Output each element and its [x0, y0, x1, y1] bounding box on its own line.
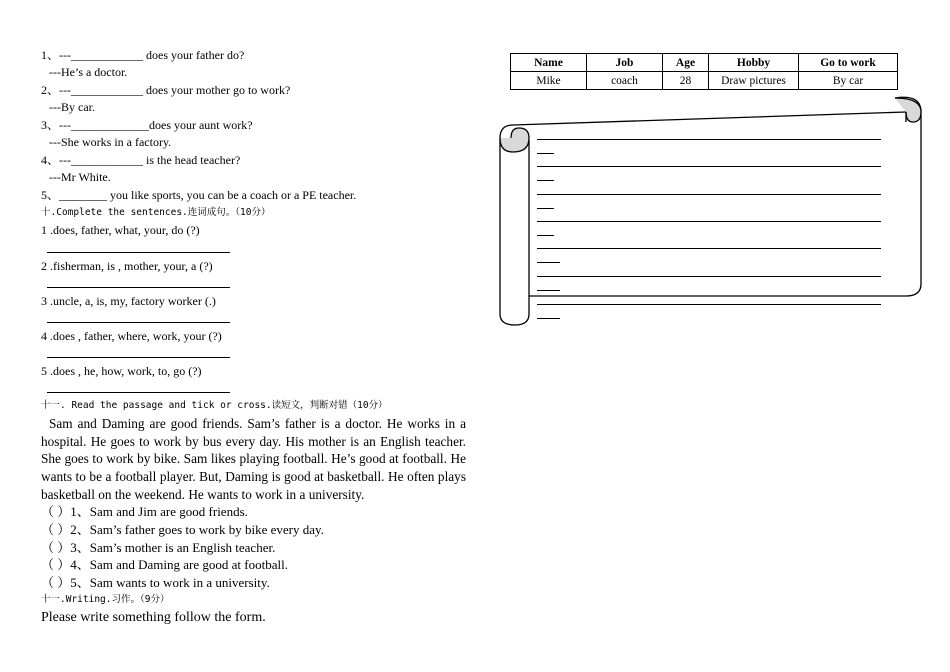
answer-2: ---By car. — [49, 100, 95, 114]
writing-line-1-end — [537, 153, 554, 154]
statement-3[interactable]: （ ）3、Sam’s mother is an English teacher. — [41, 540, 276, 555]
scroll-frame-icon — [495, 92, 925, 332]
writing-line-3-end — [537, 208, 554, 209]
header-name: Name — [511, 54, 587, 72]
writing-line-3[interactable] — [537, 194, 881, 195]
header-hobby: Hobby — [709, 54, 799, 72]
reading-passage — [41, 415, 466, 504]
answer-line-4[interactable] — [47, 357, 230, 358]
reorder-item-5: 5 .does , he, how, work, to, go (?) — [41, 364, 202, 378]
answer-line-1[interactable] — [47, 252, 230, 253]
question-3: 3、---_____________does your aunt work? — [41, 118, 253, 132]
cell-go-to-work: By car — [799, 72, 898, 90]
answer-line-5[interactable] — [47, 392, 230, 393]
cell-job: coach — [587, 72, 663, 90]
header-job: Job — [587, 54, 663, 72]
writing-line-5[interactable] — [537, 248, 881, 249]
table-row — [511, 72, 898, 90]
writing-line-4[interactable] — [537, 221, 881, 222]
writing-instruction: Please write something follow the form. — [41, 610, 266, 625]
statement-1[interactable]: （ ）1、Sam and Jim are good friends. — [41, 504, 248, 519]
reorder-item-3: 3 .uncle, a, is, my, factory worker (.) — [41, 294, 216, 308]
reorder-item-4: 4 .does , father, where, work, your (?) — [41, 329, 222, 343]
question-4: 4、---____________ is the head teacher? — [41, 153, 241, 167]
statement-4[interactable]: （ ）4、Sam and Daming are good at football. — [41, 557, 288, 572]
question-1: 1、---____________ does your father do? — [41, 48, 245, 62]
writing-line-7-end — [537, 318, 560, 319]
answer-line-3[interactable] — [47, 322, 230, 323]
cell-age: 28 — [663, 72, 709, 90]
writing-line-7[interactable] — [537, 304, 881, 305]
answer-4: ---Mr White. — [49, 170, 111, 184]
writing-line-6-end — [537, 290, 560, 291]
statement-5[interactable]: （ ）5、Sam wants to work in a university. — [41, 575, 270, 590]
writing-line-2-end — [537, 180, 554, 181]
passage-text: Sam and Daming are good friends. Sam’s father is a doctor. He works in a hospital. He goes to work by bus every day. His mother is an English teacher. She goes to work by bike. Sam likes playing football. He’s good at football. He wants to be a football player. But, Daming is good at basketball. He often plays basketball on the weekend. He wants to work in a university. — [41, 416, 466, 502]
answer-3: ---She works in a factory. — [49, 135, 172, 149]
answer-line-2[interactable] — [47, 287, 230, 288]
table-header-row — [511, 54, 898, 72]
header-age: Age — [663, 54, 709, 72]
question-5: 5、________ you like sports, you can be a coach or a PE teacher. — [41, 188, 357, 202]
writing-line-6[interactable] — [537, 276, 881, 277]
reorder-item-1: 1 .does, father, what, your, do (?) — [41, 223, 200, 237]
writing-line-2[interactable] — [537, 166, 881, 167]
question-2: 2、---____________ does your mother go to work? — [41, 83, 291, 97]
writing-line-1[interactable] — [537, 139, 881, 140]
reorder-item-2: 2 .fisherman, is , mother, your, a (?) — [41, 259, 213, 273]
answer-1: ---He’s a doctor. — [49, 65, 128, 79]
section-eleven-heading: 十一. Read the passage and tick or cross.读短文，判断对错（10分） — [41, 400, 388, 411]
statement-2[interactable]: （ ）2、Sam’s father goes to work by bike every day. — [41, 522, 324, 537]
writing-line-4-end — [537, 235, 554, 236]
section-ten-heading: 十.Complete the sentences.连词成句。（10分） — [41, 207, 271, 218]
writing-line-5-end — [537, 262, 560, 263]
cell-name: Mike — [511, 72, 587, 90]
info-table — [510, 53, 898, 90]
header-go-to-work: Go to work — [799, 54, 898, 72]
writing-heading: 十一.Writing.习作。（9分） — [41, 594, 170, 605]
cell-hobby: Draw pictures — [709, 72, 799, 90]
